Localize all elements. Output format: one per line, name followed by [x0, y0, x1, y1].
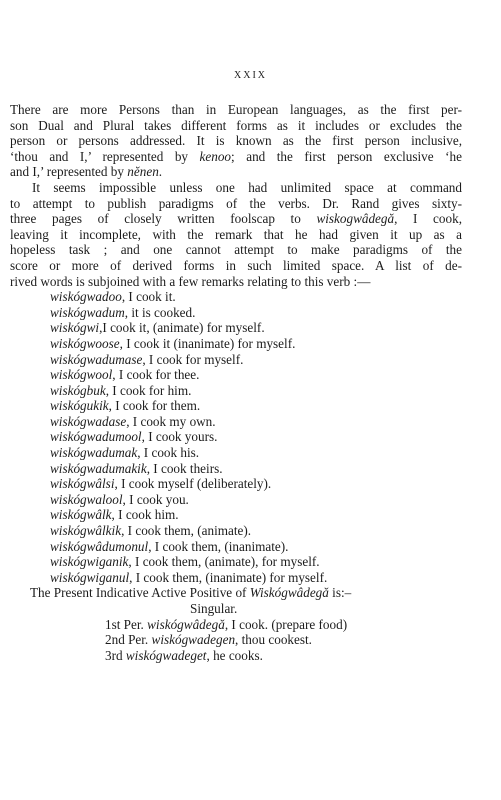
text-line: three pages of closely written foolscap to wiskogwâdegă, I cook,	[10, 211, 462, 227]
conjugation-row	[105, 648, 462, 664]
paragraph-persons	[10, 102, 462, 180]
present-indicative-heading: The Present Indicative Active Positive of Wiskógwâdegă is:–	[30, 585, 352, 601]
derived-word-gloss: , I cook it.	[121, 289, 176, 305]
derived-word: wiskógwadoo	[50, 289, 122, 305]
derived-word-item	[50, 570, 462, 586]
derived-word-gloss: , it is cooked.	[124, 304, 196, 320]
conjugation-row	[105, 632, 462, 648]
singular-label: Singular.	[190, 601, 238, 616]
derived-word: wiskógukik	[50, 398, 109, 414]
derived-word: wiskógwalool	[50, 491, 123, 507]
conjugated-form: wiskógwadeget	[125, 647, 207, 663]
conjugation-gloss: , he cooks.	[206, 647, 263, 663]
conjugation-gloss: , I cook. (prepare food)	[224, 616, 348, 632]
derived-word-item	[50, 383, 462, 399]
derived-words-list	[10, 289, 462, 585]
derived-word: wiskógbuk	[50, 382, 106, 398]
derived-word-gloss: , I cook for thee.	[112, 367, 200, 383]
derived-word-item	[50, 507, 462, 523]
derived-word-item	[50, 461, 462, 477]
derived-word: wiskógwadumase	[50, 351, 143, 367]
conjugation-gloss: , thou cookest.	[235, 632, 312, 648]
text-line: leaving it incomplete, with the remark that he had given it up as a	[10, 226, 462, 242]
derived-word: wiskógwâdumonul	[50, 538, 149, 554]
text-line: son Dual and Plural takes different forms as it includes or excludes the	[10, 117, 462, 133]
derived-word: wiskógwâlk	[50, 507, 112, 523]
conjugated-form: wiskógwadegen	[151, 632, 236, 648]
conjugated-form: wiskógwâdegă	[147, 616, 225, 632]
derived-word-gloss: , I cook them, (inanimate).	[148, 538, 289, 554]
derived-word: wiskógwool	[50, 367, 113, 383]
text-line: score or more of derived forms in such limited space. A list of de-	[10, 257, 462, 273]
page-number-header: XXIX	[234, 70, 267, 81]
derived-word: wiskógwi	[50, 320, 100, 336]
derived-word-item	[50, 320, 462, 336]
text-line: It seems impossible unless one had unlimited space at command	[32, 179, 462, 195]
derived-word-gloss: , I cook theirs.	[146, 460, 223, 476]
person-label: 3rd	[105, 647, 126, 663]
derived-word-gloss: , I cook yours.	[141, 429, 218, 445]
derived-word-item	[50, 398, 462, 414]
derived-word-item	[50, 523, 462, 539]
derived-word-item	[50, 305, 462, 321]
derived-word-item	[50, 554, 462, 570]
derived-word-gloss: , I cook them, (animate), for myself.	[128, 554, 320, 570]
derived-word-gloss: , I cook it (inanimate) for myself.	[119, 335, 296, 351]
conjugation-list	[10, 617, 462, 664]
derived-word: wiskógwiganul	[50, 569, 130, 585]
derived-word-gloss: , I cook them, (inanimate) for myself.	[129, 569, 328, 585]
derived-word-gloss: , I cook him.	[111, 507, 179, 523]
derived-word-item	[50, 352, 462, 368]
paragraph-paradigms	[10, 180, 462, 289]
derived-word-item	[50, 539, 462, 555]
text-line: ‘thou and I,’ represented by kenoo; and the first person exclusive ‘he	[10, 148, 462, 164]
derived-word: wiskógwâlsi	[50, 476, 115, 492]
derived-word: wiskógwâlkik	[50, 523, 122, 539]
text-line: rived words is subjoined with a few remarks relating to this verb :—	[10, 273, 371, 289]
person-label: 1st Per.	[105, 616, 148, 632]
derived-word: wiskógwadumakik	[50, 460, 147, 476]
derived-word-gloss: , I cook his.	[137, 445, 200, 461]
derived-word-gloss: ,I cook it, (animate) for myself.	[99, 320, 265, 336]
derived-word-gloss: , I cook myself (deliberately).	[114, 476, 272, 492]
derived-word-item	[50, 445, 462, 461]
italic-word: kenoo	[199, 148, 232, 164]
page-body	[10, 102, 462, 663]
derived-word-item	[50, 414, 462, 430]
derived-word: wiskógwoose	[50, 335, 120, 351]
derived-word-item	[50, 367, 462, 383]
derived-word-item	[50, 336, 462, 352]
derived-word-gloss: , I cook them, (animate).	[121, 523, 252, 539]
conjugation-row	[105, 617, 462, 633]
derived-word: wiskógwiganik	[50, 554, 129, 570]
text-line: to attempt to publish paradigms of the verbs. Dr. Rand gives sixty-	[10, 195, 462, 211]
derived-word: wiskógwadum	[50, 304, 125, 320]
text-line: person or persons addressed. It is known as the first person inclusive,	[10, 133, 462, 149]
italic-word: nĕnen	[127, 164, 159, 180]
text-line: hopeless task ; and one cannot attempt to make paradigms of the	[10, 242, 462, 258]
person-label: 2nd Per.	[105, 632, 152, 648]
derived-word-item	[50, 289, 462, 305]
derived-word-gloss: , I cook you.	[122, 491, 189, 507]
text-line: and I,’ represented by nĕnen.	[10, 164, 163, 180]
derived-word-item	[50, 429, 462, 445]
derived-word-gloss: , I cook for them.	[108, 398, 201, 414]
derived-word-gloss: , I cook for myself.	[142, 351, 244, 367]
text-line: There are more Persons than in European languages, as the first per-	[10, 102, 462, 117]
derived-word-item	[50, 476, 462, 492]
derived-word: wiskógwadumak	[50, 445, 138, 461]
italic-word: wiskogwâdegă	[316, 211, 395, 227]
derived-word-gloss: , I cook for him.	[105, 382, 192, 398]
derived-word-item	[50, 492, 462, 508]
italic-word: Wiskógwâdegă	[249, 585, 329, 601]
derived-word: wiskógwadase	[50, 413, 127, 429]
derived-word: wiskógwadumool	[50, 429, 142, 445]
derived-word-gloss: , I cook my own.	[126, 413, 216, 429]
